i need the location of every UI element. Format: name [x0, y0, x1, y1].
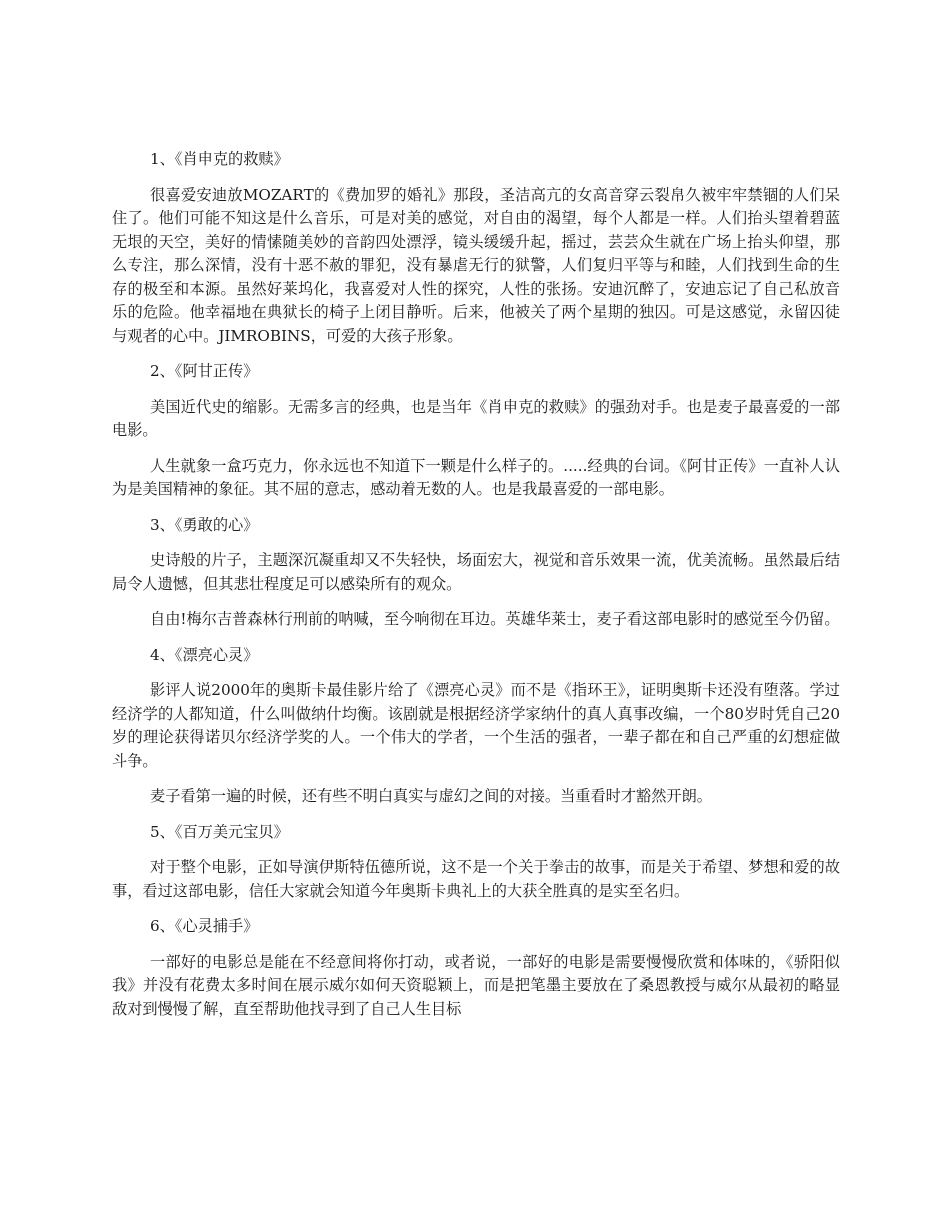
section-5-paragraph-1: 对于整个电影，正如导演伊斯特伍德所说，这不是一个关于拳击的故事，而是关于希望、梦想和爱的故事，看过这部电影，信任大家就会知道今年奥斯卡典礼上的大获全胜真的是实至名归。	[112, 858, 840, 900]
section-3-heading: 3、《勇敢的心》	[150, 515, 259, 534]
section-2-heading: 2、《阿甘正传》	[150, 362, 259, 380]
section-4-paragraph-2: 麦子看第一遍的时候，还有些不明白真实与虚幻之间的对接。当重看时才豁然开朗。	[150, 787, 712, 805]
section-4-paragraph-1: 影评人说2000年的奥斯卡最佳影片给了《漂亮心灵》而不是《指环王》，证明奥斯卡还没有堕落。学过经济学的人都知道，什么叫做纳什均衡。该剧就是根据经济学家纳什的真人真事改编，一个80岁时凭自己20岁的理论获得诺贝尔经济学奖的人。一个伟大的学者，一个生活的强者，一辈子都在和自己严重的幻想症做斗争。	[112, 681, 840, 770]
section-5-heading: 5、《百万美元宝贝》	[150, 822, 289, 841]
document-page	[112, 148, 840, 1033]
section-2-paragraph-2: 人生就象一盒巧克力，你永远也不知道下一颗是什么样子的。.....经典的台词。《阿甘正传》一直补人认为是美国精神的象征。其不屈的意志，感动着无数的人。也是我最喜爱的一部电影。	[112, 456, 840, 498]
section-6-paragraph-1: 一部好的电影总是能在不经意间将你打动，或者说，一部好的电影是需要慢慢欣赏和体味的，《骄阳似我》并没有花费太多时间在展示威尔如何天资聪颖上，而是把笔墨主要放在了桑恩教授与威尔从最初的略显敌对到慢慢了解，直至帮助他找寻到了自己人生目标	[112, 952, 840, 1018]
section-1-heading: 1、《肖申克的救赎》	[150, 150, 289, 168]
section-1-paragraph-1: 很喜爱安迪放MOZART的《费加罗的婚礼》那段，圣洁高亢的女高音穿云裂帛久被牢牢禁锢的人们呆住了。他们可能不知这是什么音乐，可是对美的感觉，对自由的渴望，每个人都是一样。人们抬头望着碧蓝无垠的天空，美好的情愫随美妙的音韵四处漂浮，镜头缓缓升起，摇过，芸芸众生就在广场上抬头仰望，那么专注，那么深情，没有十恶不赦的罪犯，没有暴虐无行的狱警，人们复归平等与和睦，人们找到生命的生存的极至和本源。虽然好莱坞化，我喜爱对人性的探究，人性的张扬。安迪沉醉了，安迪忘记了自己私放音乐的危险。他幸福地在典狱长的椅子上闭目静听。后来，他被关了两个星期的独囚。可是这感觉，永留囚徒与观者的心中。JIMROBINS，可爱的大孩子形象。	[112, 185, 840, 345]
section-2-paragraph-1: 美国近代史的缩影。无需多言的经典，也是当年《肖申克的救赎》的强劲对手。也是麦子最喜爱的一部电影。	[112, 397, 840, 439]
section-6-heading: 6、《心灵捕手》	[150, 917, 259, 935]
section-3-paragraph-1: 史诗般的片子，主题深沉凝重却又不失轻快，场面宏大，视觉和音乐效果一流，优美流畅。虽然最后结局令人遗憾，但其悲壮程度足可以感染所有的观众。	[112, 551, 840, 593]
section-4-heading: 4、《漂亮心灵》	[150, 645, 259, 664]
section-3-paragraph-2: 自由!梅尔吉普森林行刑前的呐喊，至今响彻在耳边。英雄华莱士，麦子看这部电影时的感觉至今仍留。	[150, 610, 840, 628]
